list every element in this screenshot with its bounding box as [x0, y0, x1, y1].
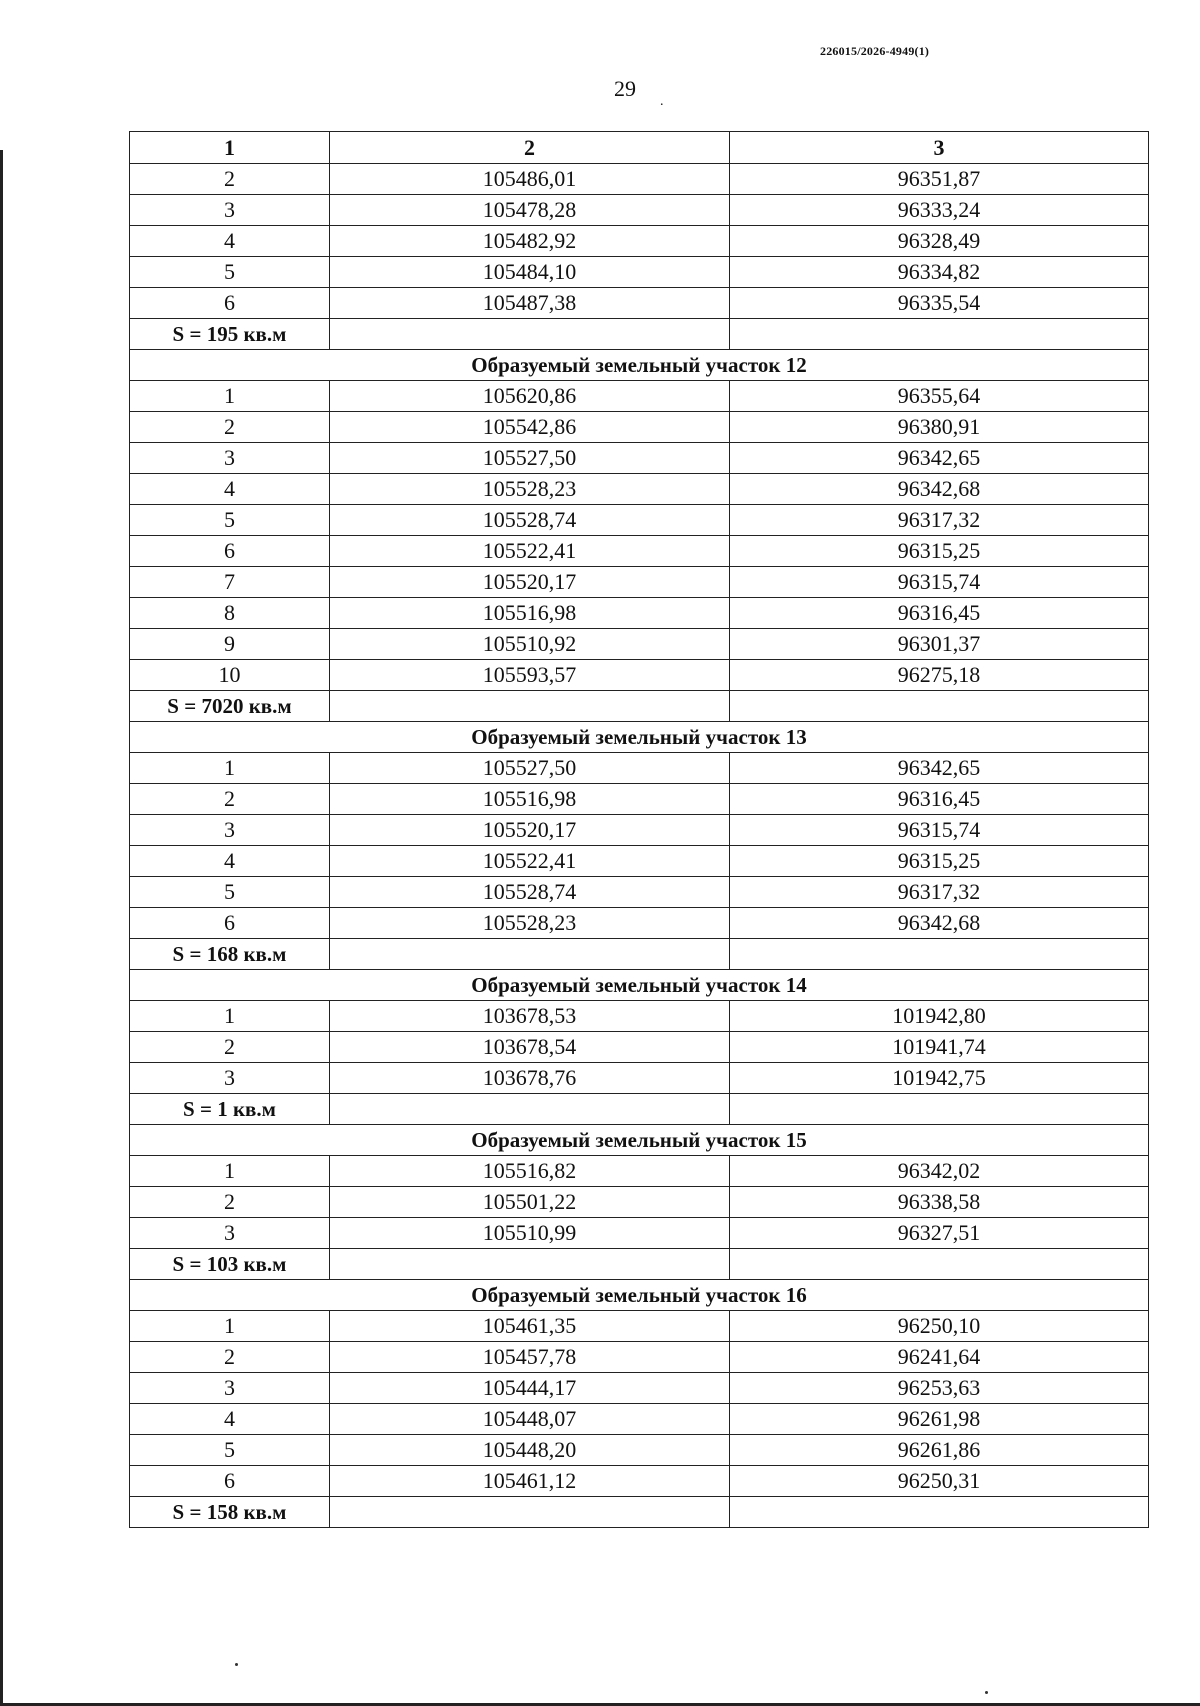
- point-number-cell: 8: [130, 598, 330, 629]
- point-number-cell: 5: [130, 1435, 330, 1466]
- point-number-cell: 5: [130, 505, 330, 536]
- point-number-cell: 2: [130, 164, 330, 195]
- table-row: [130, 1032, 1149, 1063]
- coordinate-x-cell: 105444,17: [330, 1373, 730, 1404]
- area-row: [130, 1249, 1149, 1280]
- table-row: [130, 1063, 1149, 1094]
- section-title-row: [130, 970, 1149, 1001]
- scan-speck: [985, 1691, 988, 1694]
- point-number-cell: 2: [130, 1032, 330, 1063]
- coordinate-y-cell: 96328,49: [730, 226, 1149, 257]
- area-row: [130, 691, 1149, 722]
- coordinate-y-cell: 96334,82: [730, 257, 1149, 288]
- coordinate-y-cell: 96316,45: [730, 598, 1149, 629]
- table-row: [130, 1404, 1149, 1435]
- coordinate-y-cell: 96250,10: [730, 1311, 1149, 1342]
- coordinate-y-cell: 96275,18: [730, 660, 1149, 691]
- point-number-cell: 2: [130, 1342, 330, 1373]
- point-number-cell: 4: [130, 846, 330, 877]
- point-number-cell: 5: [130, 877, 330, 908]
- coordinate-x-cell: 105487,38: [330, 288, 730, 319]
- coordinate-x-cell: 105510,99: [330, 1218, 730, 1249]
- point-number-cell: 6: [130, 908, 330, 939]
- table-row: [130, 164, 1149, 195]
- table-row: [130, 877, 1149, 908]
- empty-cell: [330, 691, 730, 722]
- table-row: [130, 226, 1149, 257]
- section-title-row: [130, 722, 1149, 753]
- coordinate-x-cell: 103678,76: [330, 1063, 730, 1094]
- table-row: [130, 257, 1149, 288]
- coordinate-y-cell: 96355,64: [730, 381, 1149, 412]
- coordinate-x-cell: 105520,17: [330, 815, 730, 846]
- area-row: [130, 319, 1149, 350]
- point-number-cell: 2: [130, 784, 330, 815]
- table-row: [130, 195, 1149, 226]
- coordinate-x-cell: 105516,98: [330, 784, 730, 815]
- table-row: [130, 505, 1149, 536]
- coordinate-y-cell: 96253,63: [730, 1373, 1149, 1404]
- coordinates-table-body: [130, 132, 1149, 1528]
- point-number-cell: 9: [130, 629, 330, 660]
- coordinate-x-cell: 105542,86: [330, 412, 730, 443]
- coordinate-x-cell: 105528,23: [330, 908, 730, 939]
- area-row: [130, 1094, 1149, 1125]
- coordinates-table: [129, 131, 1149, 1528]
- coordinate-x-cell: 103678,53: [330, 1001, 730, 1032]
- area-label: S = 7020 кв.м: [130, 691, 330, 722]
- coordinate-x-cell: 105448,20: [330, 1435, 730, 1466]
- table-row: [130, 474, 1149, 505]
- table-row: [130, 381, 1149, 412]
- point-number-cell: 1: [130, 753, 330, 784]
- empty-cell: [730, 1094, 1149, 1125]
- coordinate-y-cell: 96338,58: [730, 1187, 1149, 1218]
- coordinate-x-cell: 105478,28: [330, 195, 730, 226]
- coordinate-y-cell: 101942,80: [730, 1001, 1149, 1032]
- coordinate-x-cell: 105528,23: [330, 474, 730, 505]
- area-label: S = 103 кв.м: [130, 1249, 330, 1280]
- coordinate-x-cell: 105620,86: [330, 381, 730, 412]
- table-row: [130, 660, 1149, 691]
- table-row: [130, 784, 1149, 815]
- table-row: [130, 567, 1149, 598]
- table-row: [130, 753, 1149, 784]
- coordinate-y-cell: 96315,25: [730, 536, 1149, 567]
- coordinate-x-cell: 105516,82: [330, 1156, 730, 1187]
- coordinate-x-cell: 105522,41: [330, 536, 730, 567]
- table-header-row: [130, 132, 1149, 164]
- point-number-cell: 3: [130, 815, 330, 846]
- coordinate-y-cell: 101941,74: [730, 1032, 1149, 1063]
- point-number-cell: 1: [130, 1156, 330, 1187]
- section-title: Образуемый земельный участок 15: [130, 1125, 1149, 1156]
- coordinate-x-cell: 105527,50: [330, 753, 730, 784]
- table-row: [130, 1435, 1149, 1466]
- section-title-row: [130, 350, 1149, 381]
- table-row: [130, 1311, 1149, 1342]
- empty-cell: [330, 1249, 730, 1280]
- section-title: Образуемый земельный участок 13: [130, 722, 1149, 753]
- area-label: S = 1 кв.м: [130, 1094, 330, 1125]
- point-number-cell: 2: [130, 1187, 330, 1218]
- coordinate-x-cell: 105527,50: [330, 443, 730, 474]
- point-number-cell: 5: [130, 257, 330, 288]
- point-number-cell: 4: [130, 226, 330, 257]
- point-number-cell: 1: [130, 1311, 330, 1342]
- table-row: [130, 1218, 1149, 1249]
- table-row: [130, 846, 1149, 877]
- coordinate-y-cell: 96315,74: [730, 567, 1149, 598]
- area-label: S = 195 кв.м: [130, 319, 330, 350]
- coordinate-x-cell: 105528,74: [330, 877, 730, 908]
- coordinate-y-cell: 96241,64: [730, 1342, 1149, 1373]
- section-title-row: [130, 1280, 1149, 1311]
- point-number-cell: 3: [130, 1373, 330, 1404]
- empty-cell: [730, 1249, 1149, 1280]
- coordinate-x-cell: 105482,92: [330, 226, 730, 257]
- document-id: 226015/2026-4949(1): [820, 44, 930, 58]
- table-row: [130, 536, 1149, 567]
- coordinate-x-cell: 105501,22: [330, 1187, 730, 1218]
- empty-cell: [730, 1497, 1149, 1528]
- coordinate-x-cell: 105486,01: [330, 164, 730, 195]
- section-title: Образуемый земельный участок 14: [130, 970, 1149, 1001]
- point-number-cell: 6: [130, 288, 330, 319]
- coordinate-y-cell: 96315,74: [730, 815, 1149, 846]
- table-row: [130, 1187, 1149, 1218]
- coordinate-x-cell: 105516,98: [330, 598, 730, 629]
- coordinate-y-cell: 96317,32: [730, 505, 1149, 536]
- coordinate-y-cell: 96335,54: [730, 288, 1149, 319]
- coordinate-y-cell: 96301,37: [730, 629, 1149, 660]
- coordinate-y-cell: 96342,02: [730, 1156, 1149, 1187]
- point-number-cell: 10: [130, 660, 330, 691]
- area-row: [130, 1497, 1149, 1528]
- coordinate-y-cell: 96333,24: [730, 195, 1149, 226]
- table-row: [130, 443, 1149, 474]
- coordinate-x-cell: 105528,74: [330, 505, 730, 536]
- column-header: 2: [330, 132, 730, 164]
- empty-cell: [730, 319, 1149, 350]
- table-row: [130, 908, 1149, 939]
- column-header: 3: [730, 132, 1149, 164]
- point-number-cell: 3: [130, 443, 330, 474]
- coordinate-y-cell: 96342,65: [730, 443, 1149, 474]
- point-number-cell: 4: [130, 1404, 330, 1435]
- coordinate-y-cell: 96250,31: [730, 1466, 1149, 1497]
- point-number-cell: 4: [130, 474, 330, 505]
- page-number: 29: [614, 76, 636, 101]
- empty-cell: [330, 939, 730, 970]
- coordinate-y-cell: 96327,51: [730, 1218, 1149, 1249]
- point-number-cell: 3: [130, 1218, 330, 1249]
- empty-cell: [330, 1094, 730, 1125]
- point-number-cell: 6: [130, 536, 330, 567]
- coordinate-y-cell: 101942,75: [730, 1063, 1149, 1094]
- point-number-cell: 3: [130, 1063, 330, 1094]
- coordinate-y-cell: 96351,87: [730, 164, 1149, 195]
- area-row: [130, 939, 1149, 970]
- table-row: [130, 629, 1149, 660]
- empty-cell: [730, 939, 1149, 970]
- table-row: [130, 1342, 1149, 1373]
- table-row: [130, 1466, 1149, 1497]
- coordinate-x-cell: 105457,78: [330, 1342, 730, 1373]
- section-title-row: [130, 1125, 1149, 1156]
- table-row: [130, 288, 1149, 319]
- coordinate-y-cell: 96317,32: [730, 877, 1149, 908]
- coordinate-x-cell: 105520,17: [330, 567, 730, 598]
- table-row: [130, 412, 1149, 443]
- coordinate-x-cell: 105522,41: [330, 846, 730, 877]
- coordinate-y-cell: 96342,65: [730, 753, 1149, 784]
- table-row: [130, 1156, 1149, 1187]
- point-number-cell: 2: [130, 412, 330, 443]
- empty-cell: [330, 1497, 730, 1528]
- coordinate-x-cell: 103678,54: [330, 1032, 730, 1063]
- section-title: Образуемый земельный участок 12: [130, 350, 1149, 381]
- area-label: S = 168 кв.м: [130, 939, 330, 970]
- table-row: [130, 815, 1149, 846]
- point-number-cell: 3: [130, 195, 330, 226]
- table-row: [130, 1373, 1149, 1404]
- coordinate-x-cell: 105461,12: [330, 1466, 730, 1497]
- coordinate-y-cell: 96261,86: [730, 1435, 1149, 1466]
- coordinate-y-cell: 96342,68: [730, 474, 1149, 505]
- coordinate-x-cell: 105484,10: [330, 257, 730, 288]
- empty-cell: [330, 319, 730, 350]
- coordinate-y-cell: 96316,45: [730, 784, 1149, 815]
- table-row: [130, 598, 1149, 629]
- empty-cell: [730, 691, 1149, 722]
- coordinate-x-cell: 105593,57: [330, 660, 730, 691]
- coordinate-y-cell: 96342,68: [730, 908, 1149, 939]
- coordinate-y-cell: 96315,25: [730, 846, 1149, 877]
- coordinate-y-cell: 96380,91: [730, 412, 1149, 443]
- point-number-cell: 7: [130, 567, 330, 598]
- coordinate-x-cell: 105510,92: [330, 629, 730, 660]
- table-row: [130, 1001, 1149, 1032]
- scan-speck: [235, 1663, 238, 1666]
- section-title: Образуемый земельный участок 16: [130, 1280, 1149, 1311]
- scan-mark: .: [660, 94, 664, 109]
- coordinate-x-cell: 105448,07: [330, 1404, 730, 1435]
- point-number-cell: 1: [130, 1001, 330, 1032]
- scan-border-left: [0, 150, 3, 1706]
- coordinate-x-cell: 105461,35: [330, 1311, 730, 1342]
- area-label: S = 158 кв.м: [130, 1497, 330, 1528]
- column-header: 1: [130, 132, 330, 164]
- point-number-cell: 1: [130, 381, 330, 412]
- point-number-cell: 6: [130, 1466, 330, 1497]
- coordinate-y-cell: 96261,98: [730, 1404, 1149, 1435]
